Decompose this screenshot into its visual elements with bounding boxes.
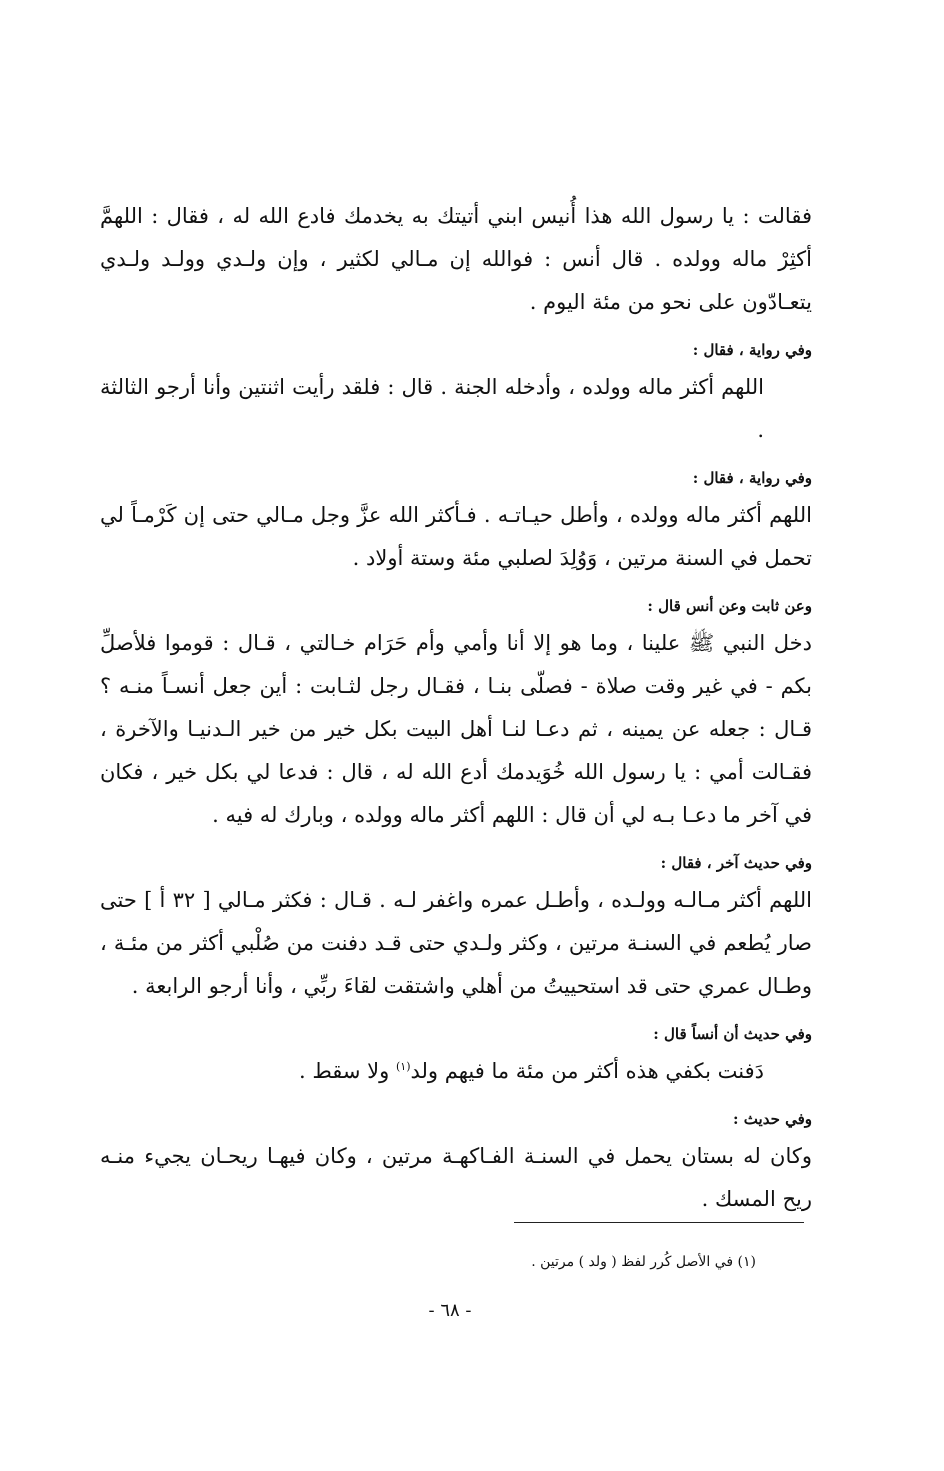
section-heading: وفي حديث أن أنساً قال : [653, 1025, 812, 1043]
paragraph: دخل النبي ﷺ علينا ، وما هو إلا أنا وأمي وأم حَرَام خـالتي ، قـال : قوموا فلأصلِّ بكم - في غير وقت صلاة - فصلّى بنـا ، فقـال رجل لثـابت : أين جعل أنسـاً منـه ؟ قـال : جعله عن يمينه ، ثم دعـا لنـا أهل البيت بكل خير من خير الـدنيـا والآخرة ، فقـالت أمي : يا رسول الله خُوَيدمك أدع الله له ، قال : فدعا لي بكل خير ، فكان في آخر ما دعـا بـه لي أن قال : اللهم أكثر ماله وولده ، وبارك له فيه . [100, 631, 813, 827]
paragraph: اللهم أكثر ماله وولده ، وأطل حيـاتـه . فـأكثر الله عزَّ وجل مـالي حتى إن كَرْمـاً لي تحمل في السنة مرتين ، وَوُلِدَ لصلبي مئة وستة أولاد . [100, 503, 812, 570]
footnote-marker: (١) [395, 1060, 411, 1073]
paragraph: فقالت : يا رسول الله هذا أُنيس ابني أتيتك به يخدمك فادع الله له ، فقال : اللهمَّ أكثِرْ ماله وولده . قال أنس : فوالله إن مـالي لكثير ، وإن ولـدي وولـد ولـدي يتعـادّون على نحو من مئة اليوم . [100, 204, 812, 314]
section-heading: وفي رواية ، فقال : [692, 469, 812, 487]
section-heading: وعن ثابت وعن أنس قال : [647, 597, 812, 615]
section-heading: وفي حديث : [733, 1110, 812, 1128]
paragraph: اللهم أكثر ماله وولده ، وأدخله الجنة . قال : فلقد رأيت اثنتين وأنا أرجو الثالثة . [100, 375, 764, 442]
page-number: - ٦٨ - [428, 1300, 472, 1321]
paragraph: اللهم أكثر مـالـه وولـده ، وأطـل عمره واغفر لـه . قـال : فكثر مـالي [ ٣٢ أ ] حتى صار يُطعم في السنـة مرتين ، وكثر ولـدي حتى قـد دفنت من صُلْبي أكثر من مئـة ، وطـال عمري حتى قد استحييتُ من أهلي واشتقت لقاءَ ربِّي ، وأنا أرجو الرابعة . [100, 888, 812, 998]
section-heading: وفي رواية ، فقال : [692, 341, 812, 359]
paragraph: وكان له بستان يحمل في السنـة الفـاكهـة مرتين ، وكان فيهـا ريحـان يجيء منـه ريح المسك . [100, 1144, 812, 1211]
paragraph-text-tail: ولا سقط . [299, 1059, 396, 1083]
section-heading: وفي حديث آخر ، فقال : [660, 854, 812, 872]
paragraph [100, 1050, 812, 1093]
page-body [100, 195, 812, 1221]
footnote-divider [514, 1222, 804, 1223]
paragraph-text: دَفنت بكفي هذه أكثر من مئة ما فيهم ولد [410, 1059, 764, 1083]
footnote: (١) في الأصل كُرر لفظ ( ولد ) مرتين . [531, 1254, 756, 1270]
